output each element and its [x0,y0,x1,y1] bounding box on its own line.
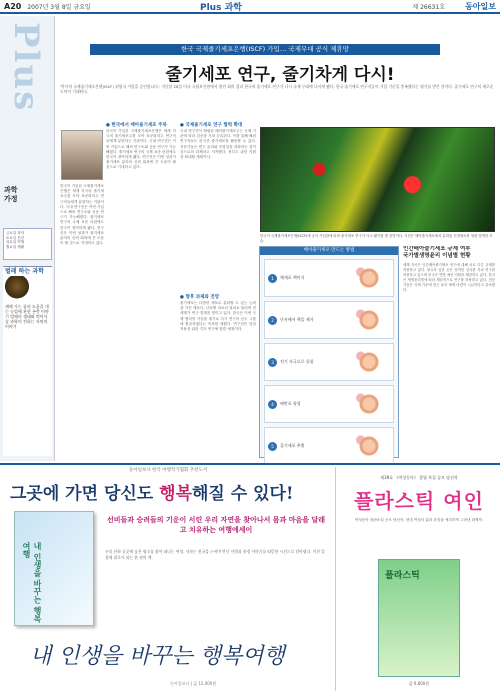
step-label: 줄기세포 추출 [280,443,305,448]
ad2-title: 플라스틱 여인 [354,489,484,513]
novel-cover [378,559,460,677]
book-cover [14,511,94,626]
sidebar-text: 세계 각국은 인간배아줄기세포 연구에 대해 서로 다른 규제를 적용하고 있다. 영국과 일본 등은 엄격한 심사를 거쳐 연구를 허용하고 있으며 미국은 연방 예산 지원을 제한하고 있다. 한국은 생명윤리법에 따라 제한적으로 연구를 허용하고 있다. 전문가들은 국제 기준에 맞는 윤리 체계 마련이 시급하다고 강조했다. [403,263,495,292]
step-number: 3 [268,358,277,367]
step-number: 1 [268,274,277,283]
ad-pitch: 선비들과 승려들의 기운이 서린 우리 자연을 찾아나서 몸과 마음을 달래고 치유하는 여행에세이 [106,516,326,534]
subhead-2: ● 국제줄기세포 연구 협력 확대 [180,123,243,128]
diagram-step [264,427,394,465]
ad-body: 우리 산하 곳곳에 숨은 명소를 찾아 떠나는 여정. 저자는 전국을 누비며 만난 사람과 풍경 이야기를 따뜻한 시선으로 담아냈다. 지친 일상에 위로가 되는 한 권의 책. [105,549,325,560]
ad-divider [0,463,500,465]
bug-column-title: 벌레 하는 과학 [5,268,44,275]
newspaper-logo: 동아일보 [465,1,496,11]
novel-cover-title: 플라스틱 [385,571,420,581]
step-label: 난자에서 핵을 제거 [280,317,314,322]
ad-footer: 동아일보사 | 값 12,000원 [170,681,217,686]
page-number: A20 [4,1,22,11]
step-number: 4 [268,400,277,409]
menu-item[interactable]: 일요일 여행 [6,240,25,244]
diagram-step [264,343,394,381]
step-label: 전기 자극으로 융합 [280,359,314,364]
step-number: 2 [268,316,277,325]
section-label: 과학 가정 [4,186,18,203]
article-column-1: 한국이 가입한 국제줄기세포은행은 세계 각국의 줄기세포주를 모아 표준화하고 연구자들에게 분양하는 기관이다. 국내 연구진은 이번 가입으로 해외 연구소와 공동 연구가 가능해졌다. 줄기세포 연구의 국제 표준 마련에도 한국이 참여하게 됐다. 연구진은 이번 성과가 줄기세포 분야의 신뢰 회복에 큰 도움이 될 것으로 기대하고 있다. [106,129,176,170]
regulation-sidebar [403,246,495,458]
issue-date: 2007년 3월 8일 금요일 [27,3,91,11]
ad2-body: 여성동아 장편소설 공모 당선작. 현대 여성의 삶과 욕망을 예리하게 그려낸 화제작. [354,518,484,522]
ad-headline-keyword: 행복 [159,484,192,504]
menu-item[interactable]: 토요일 건강 [6,235,25,240]
beetle-image [5,276,29,302]
diagram-step [264,301,394,339]
ad2-header: 제39호 《여성동아》 창립 특집 공모 당선작 [380,475,458,480]
section-menu [3,228,52,260]
step-number: 5 [268,442,277,451]
issue-number: 제 26631호 [412,3,445,11]
article-column-0: 한국이 가입한 국제줄기세포은행은 세계 각국의 줄기세포주를 모아 표준화하고 연구자들에게 분양하는 기관이다. 국내 연구진은 이번 가입으로 해외 연구소와 공동 연구가 가능해졌다. 줄기세포 연구의 국제 표준 마련에도 한국이 참여하게 됐다. 연구진은 이번 성과가 줄기세포 분야의 신뢰 회복에 큰 도움이 될 것으로 기대하고 있다. [60,184,104,246]
diagram-step [264,259,394,297]
ad-book-title: 내 인생을 바꾸는 행복여행 [30,644,285,669]
bug-column [3,266,52,456]
cell-icon [348,347,390,377]
bug-column-text: 재배 가는 꿈의 도움을 내는 농업에 관한 곤충 이야기 벌레의 생태와 먹이사슬 과학이 전하는 자연의 이야기 [5,304,49,329]
diagram-step [264,385,394,423]
menu-item[interactable]: 금요일 과학 [6,231,25,235]
sidebar-title: 인간배아줄기세포 규제 여부 국가별생명윤리 이념별 현황 [403,246,471,259]
section-title: Plus 과학 [200,2,242,13]
stem-cell-diagram [259,246,399,458]
step-label: 배반포 형성 [280,401,301,406]
ad-headline-post: 해질 수 있다! [192,484,294,504]
menu-item[interactable]: 월요일 생활 [6,244,25,249]
article-column-2: 국내 연구진이 확립한 배아줄기세포주는 국제 기준에 따라 검증을 거쳐 등록된다. 이를 통해 해외 연구자들도 한국산 줄기세포를 활용할 수 있다. 전문가들은 연구 윤리와 투명성을 강화하는 것이 앞으로의 과제라고 지적했다. 정부도 관련 지원을 확대할 계획이다. [180,129,256,160]
cell-icon [348,263,390,293]
ad2-price: 값 9,800원 [408,681,430,686]
plus-wordmark: Plus [6,22,46,113]
magazine-advertisement[interactable] [338,467,500,691]
reporter-photo [61,130,103,180]
subhead-1: ● 한국에서 배아줄기세포 주목 [106,123,167,128]
stem-cell-photo [260,127,495,232]
cell-icon [348,389,390,419]
page-header [0,0,500,14]
book-cover-title: 내 인생을 바꾸는 행복여행 [22,542,42,623]
article-banner: 한국 국제줄기세포은행(ISCF) 가입… 국제무대 공식 제휴망 [90,44,440,55]
article-headline: 줄기세포 연구, 줄기차게 다시! [165,65,395,85]
ad-headline [10,479,293,504]
cell-icon [348,431,390,461]
left-rail [0,16,55,461]
article-column-3: 줄기세포는 다양한 세포로 분화할 수 있는 능력을 가진 세포다. 난치병 치료의 열쇠로 불리며 전 세계가 연구 경쟁을 벌이고 있다. 한국은 이번 국제 협력망 가입을 계기로 다시 연구의 선두 그룹에 합류하겠다는 목표를 세웠다. 연구진은 임상 적용을 위한 기초 연구에 힘쓸 예정이다. [180,301,256,332]
ad-headline-pre: 그곳에 가면 당신도 [10,484,160,504]
article-lead: '박사의 국제줄기세포은행(ISCF) 위원국 가입을 승인합니다.' 지난달 28일 미국 국립보건원에서 열린 회의 결과 한국의 줄기세포 연구가 다시 국제 무대에 나서게 됐다. 한국 줄기세포 연구자들이 가입 기준을 충족했다는 평가를 받은 것이다. 줄기세포 연구의 새로운 도약이 기대된다. [60,84,494,95]
book-advertisement[interactable] [0,467,336,691]
cell-icon [348,305,390,335]
subhead-3: ● 향후 과제와 전망 [180,295,220,300]
step-label: 체세포 핵이식 [280,275,305,280]
diagram-title: 배아줄기세포 만드는 방법 [260,247,398,255]
ad-header: 동아일보사 한국 여행작가협회 추천도서 [128,468,208,473]
photo-caption: 한국이 국제줄기세포은행(ISCF)에 공식 가입함에 따라 줄기세포 연구가 다시 활기를 띨 전망이다. 사진은 배아줄기세포에서 분화된 신경세포를 형광 염색한 모습. [260,234,493,243]
